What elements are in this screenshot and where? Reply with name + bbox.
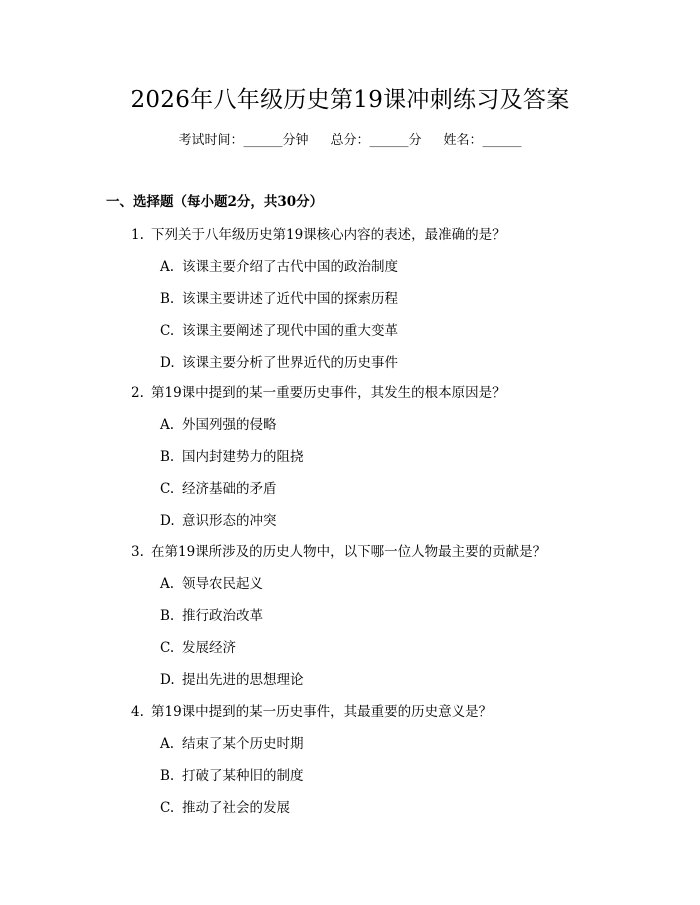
- answer-option: [160, 798, 290, 818]
- option-text: 外国列强的侵略: [182, 417, 277, 433]
- option-text: 国内封建势力的阻挠: [182, 449, 304, 465]
- option-text: 领导农民起义: [182, 576, 263, 592]
- option-letter: A.: [160, 417, 175, 433]
- option-text: 发展经济: [182, 640, 236, 656]
- page-title: 2026年八年级历史第19课冲刺练习及答案: [130, 87, 570, 113]
- answer-option: [160, 574, 263, 594]
- question-number: 3.: [131, 544, 144, 560]
- name-field: 姓名：______: [443, 133, 522, 148]
- option-letter: B.: [160, 768, 175, 784]
- option-letter: C.: [160, 800, 175, 816]
- question-stem: [131, 542, 546, 562]
- answer-option: [160, 511, 277, 531]
- option-letter: A.: [160, 736, 175, 752]
- option-letter: B.: [160, 449, 175, 465]
- section-heading: 一、选择题（每小题2分，共30分）: [106, 194, 324, 210]
- option-text: 该课主要分析了世界近代的历史事件: [182, 355, 398, 371]
- option-letter: C.: [160, 323, 175, 339]
- option-text: 经济基础的矛盾: [182, 481, 277, 497]
- answer-option: [160, 257, 398, 277]
- option-letter: D.: [160, 355, 175, 371]
- option-letter: B.: [160, 608, 175, 624]
- question-text: 下列关于八年级历史第19课核心内容的表述，最准确的是？: [151, 227, 506, 243]
- option-text: 意识形态的冲突: [182, 513, 277, 529]
- option-letter: C.: [160, 640, 175, 656]
- option-text: 该课主要阐述了现代中国的重大变革: [182, 323, 398, 339]
- answer-option: [160, 638, 236, 658]
- answer-option: [160, 766, 304, 786]
- question-text: 第19课中提到的某一历史事件，其最重要的历史意义是？: [151, 704, 493, 720]
- answer-option: [160, 670, 304, 690]
- answer-option: [160, 606, 263, 626]
- question-number: 1.: [131, 227, 144, 243]
- question-stem: [131, 702, 492, 722]
- question-text: 第19课中提到的某一重要历史事件，其发生的根本原因是？: [151, 385, 506, 401]
- option-letter: C.: [160, 481, 175, 497]
- option-letter: A.: [160, 259, 175, 275]
- answer-option: [160, 415, 277, 435]
- answer-option: [160, 479, 277, 499]
- option-text: 提出先进的思想理论: [182, 672, 304, 688]
- option-letter: D.: [160, 513, 175, 529]
- option-letter: D.: [160, 672, 175, 688]
- option-text: 该课主要讲述了近代中国的探索历程: [182, 291, 398, 307]
- question-stem: [131, 225, 506, 245]
- option-text: 结束了某个历史时期: [182, 736, 304, 752]
- question-text: 在第19课所涉及的历史人物中，以下哪一位人物最主要的贡献是？: [151, 544, 547, 560]
- option-text: 推动了社会的发展: [182, 800, 290, 816]
- total-score-field: 总分：______分: [330, 133, 422, 148]
- answer-option: [160, 321, 398, 341]
- question-number: 2.: [131, 385, 144, 401]
- question-stem: [131, 383, 506, 403]
- option-letter: A.: [160, 576, 175, 592]
- option-text: 该课主要介绍了古代中国的政治制度: [182, 259, 398, 275]
- option-text: 推行政治改革: [182, 608, 263, 624]
- question-number: 4.: [131, 704, 144, 720]
- answer-option: [160, 289, 398, 309]
- answer-option: [160, 447, 304, 467]
- option-letter: B.: [160, 291, 175, 307]
- answer-option: [160, 353, 398, 373]
- answer-option: [160, 734, 304, 754]
- exam-time-field: 考试时间：______分钟: [178, 133, 309, 148]
- option-text: 打破了某种旧的制度: [182, 768, 304, 784]
